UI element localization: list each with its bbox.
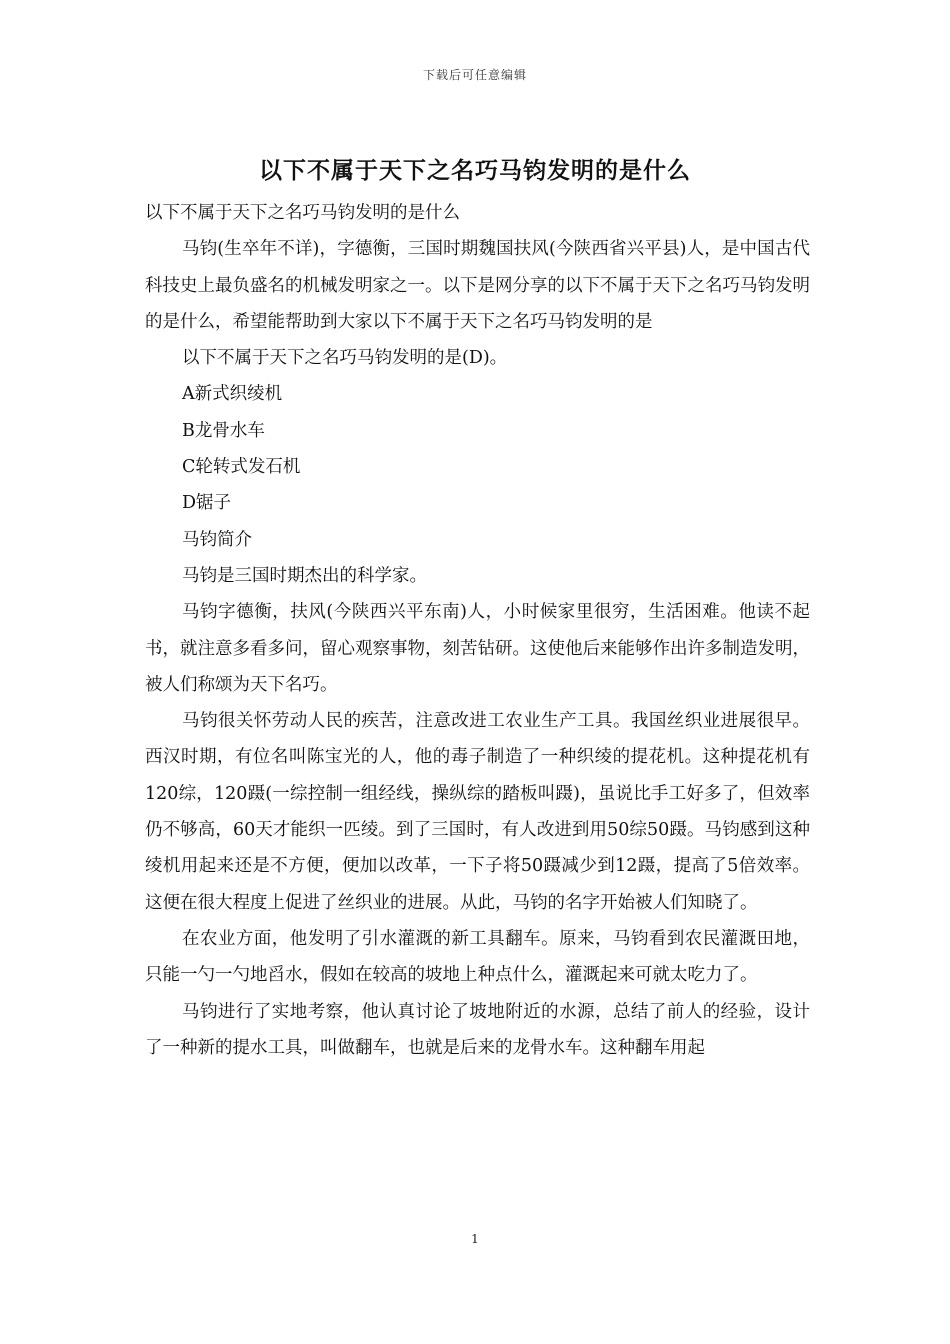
body-paragraph: 马钧字德衡，扶风(今陕西兴平东南)人，小时候家里很穷，生活困难。他读不起书，就注意多看多问，留心观察事物，刻苦钻研。这使他后来能够作出许多制造发明，被人们称颂为天下名巧。 (145, 602, 810, 695)
body-paragraph: 马钧很关怀劳动人民的疾苦，注意改进工农业生产工具。我国丝织业进展很早。西汉时期，有位名叫陈宝光的人，他的毒子制造了一种织绫的提花机。这种提花机有120综，120蹑(一综控制一组经线，操纵综的踏板叫蹑)，虽说比手工好多了，但效率仍不够高，60天才能织一匹绫。到了三国时，有人改进到用50综50蹑。马钧感到这种绫机用起来还是不方便，便加以改革，一下子将50蹑减少到12蹑，提高了5倍效率。这便在很大程度上促进了丝织业的进展。从此，马钧的名字开始被人们知晓了。 (145, 711, 810, 913)
question-paragraph: 以下不属于天下之名巧马钧发明的是(D)。 (182, 348, 508, 369)
option-b: B龙骨水车 (182, 420, 265, 441)
option-c: C轮转式发石机 (182, 457, 301, 478)
document-title: 以下不属于天下之名巧马钧发明的是什么 (259, 157, 691, 184)
body-paragraph: 马钧进行了实地考察，他认真讨论了坡地附近的水源，总结了前人的经验，设计了一种新的提水工具，叫做翻车，也就是后来的龙骨水车。这种翻车用起 (145, 1001, 810, 1058)
body-paragraph: 在农业方面，他发明了引水灌溉的新工具翻车。原来，马钧看到农民灌溉田地，只能一勺一勺地舀水，假如在较高的坡地上种点什么，灌溉起来可就太吃力了。 (145, 928, 810, 986)
document-body (145, 195, 810, 1066)
section-heading: 马钧简介 (182, 529, 252, 550)
subtitle-paragraph: 以下不属于天下之名巧马钧发明的是什么 (145, 203, 460, 223)
header-note: 下载后可任意编辑 (422, 68, 527, 82)
option-d: D锯子 (182, 493, 232, 514)
intro-paragraph: 马钧(生卒年不详)，字德衡，三国时期魏国扶风(今陕西省兴平县)人，是中国古代科技史上最负盛名的机械发明家之一。以下是网分享的以下不属于天下之名巧马钧发明的是什么，希望能帮助到大家以下不属于天下之名巧马钧发明的是 (145, 239, 810, 332)
option-a: A新式织绫机 (182, 384, 283, 405)
page-number: 1 (471, 1232, 479, 1246)
body-paragraph: 马钧是三国时期杰出的科学家。 (182, 565, 427, 586)
